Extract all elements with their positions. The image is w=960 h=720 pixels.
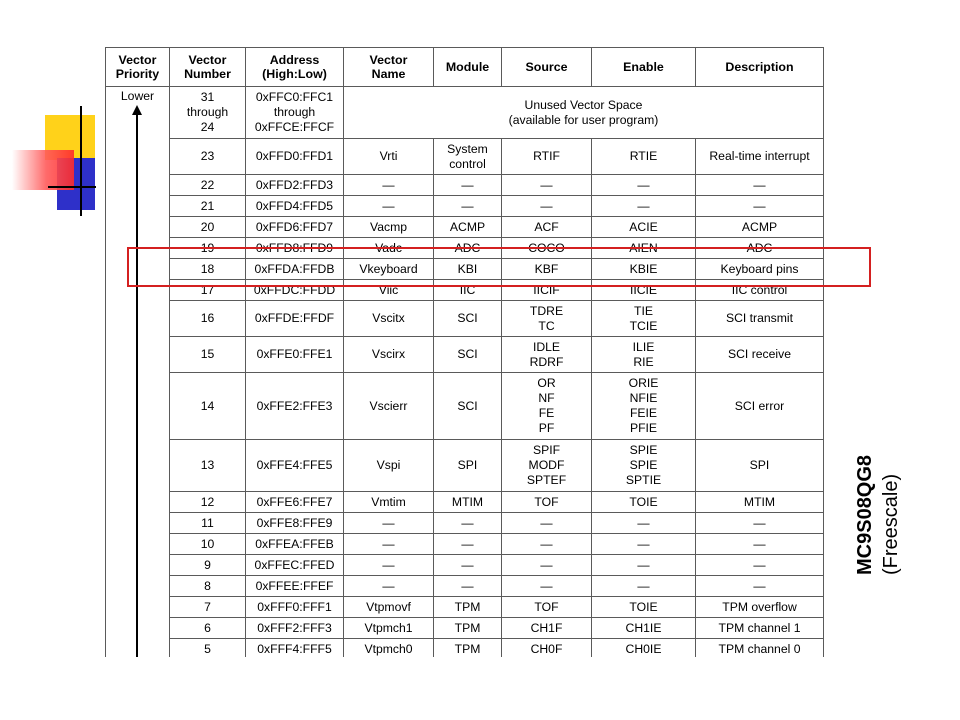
cell-source: ACF [502, 217, 592, 238]
table-row [106, 175, 824, 196]
cell-module: — [434, 555, 502, 576]
cell-module: ADC [434, 238, 502, 259]
table-row [106, 555, 824, 576]
cell-description: TPM channel 1 [696, 618, 824, 639]
cell-address: 0xFFF4:FFF5 [246, 639, 344, 660]
cell-number: 16 [170, 301, 246, 337]
cell-number: 21 [170, 196, 246, 217]
interrupt-vector-table [105, 47, 824, 660]
cell-number: 14 [170, 373, 246, 440]
cell-source: CH0F [502, 639, 592, 660]
cell-number: 17 [170, 280, 246, 301]
deco-horizontal-line [48, 186, 96, 188]
cell-description: IIC control [696, 280, 824, 301]
cell-description: MTIM [696, 492, 824, 513]
cell-module: — [434, 196, 502, 217]
cell-enable: — [592, 534, 696, 555]
cell-name: — [344, 175, 434, 196]
cell-module: — [434, 175, 502, 196]
cell-number: 22 [170, 175, 246, 196]
table-row [106, 373, 824, 440]
table-row [106, 217, 824, 238]
cell-address: 0xFFD2:FFD3 [246, 175, 344, 196]
cell-module: — [434, 513, 502, 534]
cell-name: Vtpmovf [344, 597, 434, 618]
cell-description: Real-time interrupt [696, 139, 824, 175]
cell-address: 0xFFE8:FFE9 [246, 513, 344, 534]
cell-source: TOF [502, 492, 592, 513]
priority-arrow-line [136, 113, 138, 689]
cell-unused-space: Unused Vector Space (available for user program) [344, 87, 824, 139]
cell-source: TDRE TC [502, 301, 592, 337]
cell-number: 31 through 24 [170, 87, 246, 139]
cell-number: 13 [170, 440, 246, 492]
cell-source: RTIF [502, 139, 592, 175]
cell-address: 0xFFD0:FFD1 [246, 139, 344, 175]
cell-source: — [502, 555, 592, 576]
header-enable: Enable [592, 48, 696, 87]
cell-description: SCI receive [696, 337, 824, 373]
cell-module: KBI [434, 259, 502, 280]
table-row [106, 513, 824, 534]
cell-enable: RTIE [592, 139, 696, 175]
cell-enable: ILIE RIE [592, 337, 696, 373]
table-row [106, 576, 824, 597]
cell-number: 8 [170, 576, 246, 597]
cell-source: — [502, 513, 592, 534]
cell-address: 0xFFDE:FFDF [246, 301, 344, 337]
caption-manufacturer: (Freescale) [880, 473, 902, 575]
cell-name: — [344, 555, 434, 576]
cell-enable: CH1IE [592, 618, 696, 639]
cell-name: Vtpmch0 [344, 639, 434, 660]
cell-number: 7 [170, 597, 246, 618]
priority-lower-label: Lower [120, 89, 155, 103]
cell-name: Vspi [344, 440, 434, 492]
cell-name: Vscirx [344, 337, 434, 373]
cell-source: — [502, 576, 592, 597]
cell-enable: TOIE [592, 492, 696, 513]
cell-enable: — [592, 175, 696, 196]
cell-address: 0xFFEA:FFEB [246, 534, 344, 555]
cell-address: 0xFFE0:FFE1 [246, 337, 344, 373]
cell-name: Viic [344, 280, 434, 301]
cell-name: — [344, 576, 434, 597]
table-row [106, 492, 824, 513]
cell-enable: — [592, 555, 696, 576]
cell-name: Vkeyboard [344, 259, 434, 280]
cell-source: SPIF MODF SPTEF [502, 440, 592, 492]
cell-number: 18 [170, 259, 246, 280]
cell-source: KBF [502, 259, 592, 280]
table-row [106, 597, 824, 618]
cell-module: SCI [434, 373, 502, 440]
cell-module: SCI [434, 337, 502, 373]
cell-number: 19 [170, 238, 246, 259]
cell-name: — [344, 196, 434, 217]
cell-number: 12 [170, 492, 246, 513]
cell-address: 0xFFE6:FFE7 [246, 492, 344, 513]
cell-name: Vscitx [344, 301, 434, 337]
cell-enable: — [592, 513, 696, 534]
cell-source: IDLE RDRF [502, 337, 592, 373]
deco-red-gradient [12, 150, 74, 190]
header-vector-name: Vector Name [344, 48, 434, 87]
cell-enable: — [592, 576, 696, 597]
page-bottom-mask [0, 657, 960, 720]
table-header-row [106, 48, 824, 87]
cell-number: 5 [170, 639, 246, 660]
table-row [106, 301, 824, 337]
cell-module: System control [434, 139, 502, 175]
cell-enable: — [592, 196, 696, 217]
cell-number: 20 [170, 217, 246, 238]
header-vector-priority: Vector Priority [106, 48, 170, 87]
cell-enable: TOIE [592, 597, 696, 618]
cell-address: 0xFFDC:FFDD [246, 280, 344, 301]
cell-description: TPM channel 0 [696, 639, 824, 660]
table-row [106, 534, 824, 555]
vertical-caption [852, 455, 904, 575]
cell-name: — [344, 534, 434, 555]
cell-description: ACMP [696, 217, 824, 238]
caption-chip-name: MC9S08QG8 [854, 454, 876, 575]
cell-enable: IICIE [592, 280, 696, 301]
cell-number: 15 [170, 337, 246, 373]
cell-name: Vadc [344, 238, 434, 259]
cell-description: — [696, 555, 824, 576]
cell-address: 0xFFE4:FFE5 [246, 440, 344, 492]
cell-address: 0xFFE2:FFE3 [246, 373, 344, 440]
cell-description: SPI [696, 440, 824, 492]
cell-enable: ORIE NFIE FEIE PFIE [592, 373, 696, 440]
table-row [106, 618, 824, 639]
cell-address: 0xFFD8:FFD9 [246, 238, 344, 259]
cell-name: — [344, 513, 434, 534]
header-module: Module [434, 48, 502, 87]
cell-enable: CH0IE [592, 639, 696, 660]
cell-description: SCI transmit [696, 301, 824, 337]
table-row [106, 196, 824, 217]
cell-module: IIC [434, 280, 502, 301]
slide-decoration [0, 0, 110, 230]
cell-description: — [696, 534, 824, 555]
cell-source: — [502, 175, 592, 196]
cell-address: 0xFFDA:FFDB [246, 259, 344, 280]
cell-name: Vtpmch1 [344, 618, 434, 639]
cell-module: TPM [434, 639, 502, 660]
cell-description: — [696, 196, 824, 217]
cell-name: Vmtim [344, 492, 434, 513]
cell-source: — [502, 196, 592, 217]
table-row [106, 139, 824, 175]
cell-module: — [434, 534, 502, 555]
cell-number: 11 [170, 513, 246, 534]
header-description: Description [696, 48, 824, 87]
cell-description: — [696, 576, 824, 597]
cell-description: Keyboard pins [696, 259, 824, 280]
cell-module: — [434, 576, 502, 597]
table-row [106, 440, 824, 492]
header-address: Address (High:Low) [246, 48, 344, 87]
cell-source: — [502, 534, 592, 555]
cell-source: IICIF [502, 280, 592, 301]
table-row-unused [106, 87, 824, 139]
cell-name: Vscierr [344, 373, 434, 440]
deco-vertical-line [80, 106, 82, 216]
cell-module: TPM [434, 618, 502, 639]
cell-module: SCI [434, 301, 502, 337]
cell-address: 0xFFD4:FFD5 [246, 196, 344, 217]
cell-address: 0xFFF0:FFF1 [246, 597, 344, 618]
cell-module: TPM [434, 597, 502, 618]
cell-number: 9 [170, 555, 246, 576]
cell-module: ACMP [434, 217, 502, 238]
cell-address: 0xFFD6:FFD7 [246, 217, 344, 238]
cell-source: TOF [502, 597, 592, 618]
cell-module: SPI [434, 440, 502, 492]
cell-number: 23 [170, 139, 246, 175]
cell-description: — [696, 175, 824, 196]
cell-number: 6 [170, 618, 246, 639]
cell-address: 0xFFEE:FFEF [246, 576, 344, 597]
cell-description: ADC [696, 238, 824, 259]
priority-column [106, 87, 170, 660]
cell-number: 10 [170, 534, 246, 555]
header-source: Source [502, 48, 592, 87]
cell-enable: ACIE [592, 217, 696, 238]
cell-enable: AIEN [592, 238, 696, 259]
cell-description: SCI error [696, 373, 824, 440]
cell-source: CH1F [502, 618, 592, 639]
cell-source: COCO [502, 238, 592, 259]
table-row [106, 337, 824, 373]
cell-address: 0xFFEC:FFED [246, 555, 344, 576]
cell-source: OR NF FE PF [502, 373, 592, 440]
header-vector-number: Vector Number [170, 48, 246, 87]
cell-enable: TIE TCIE [592, 301, 696, 337]
cell-module: MTIM [434, 492, 502, 513]
cell-name: Vacmp [344, 217, 434, 238]
cell-address: 0xFFF2:FFF3 [246, 618, 344, 639]
highlight-box-keyboard-row [127, 247, 871, 287]
cell-name: Vrti [344, 139, 434, 175]
cell-enable: SPIE SPIE SPTIE [592, 440, 696, 492]
cell-address: 0xFFC0:FFC1 through 0xFFCE:FFCF [246, 87, 344, 139]
cell-enable: KBIE [592, 259, 696, 280]
cell-description: — [696, 513, 824, 534]
cell-description: TPM overflow [696, 597, 824, 618]
